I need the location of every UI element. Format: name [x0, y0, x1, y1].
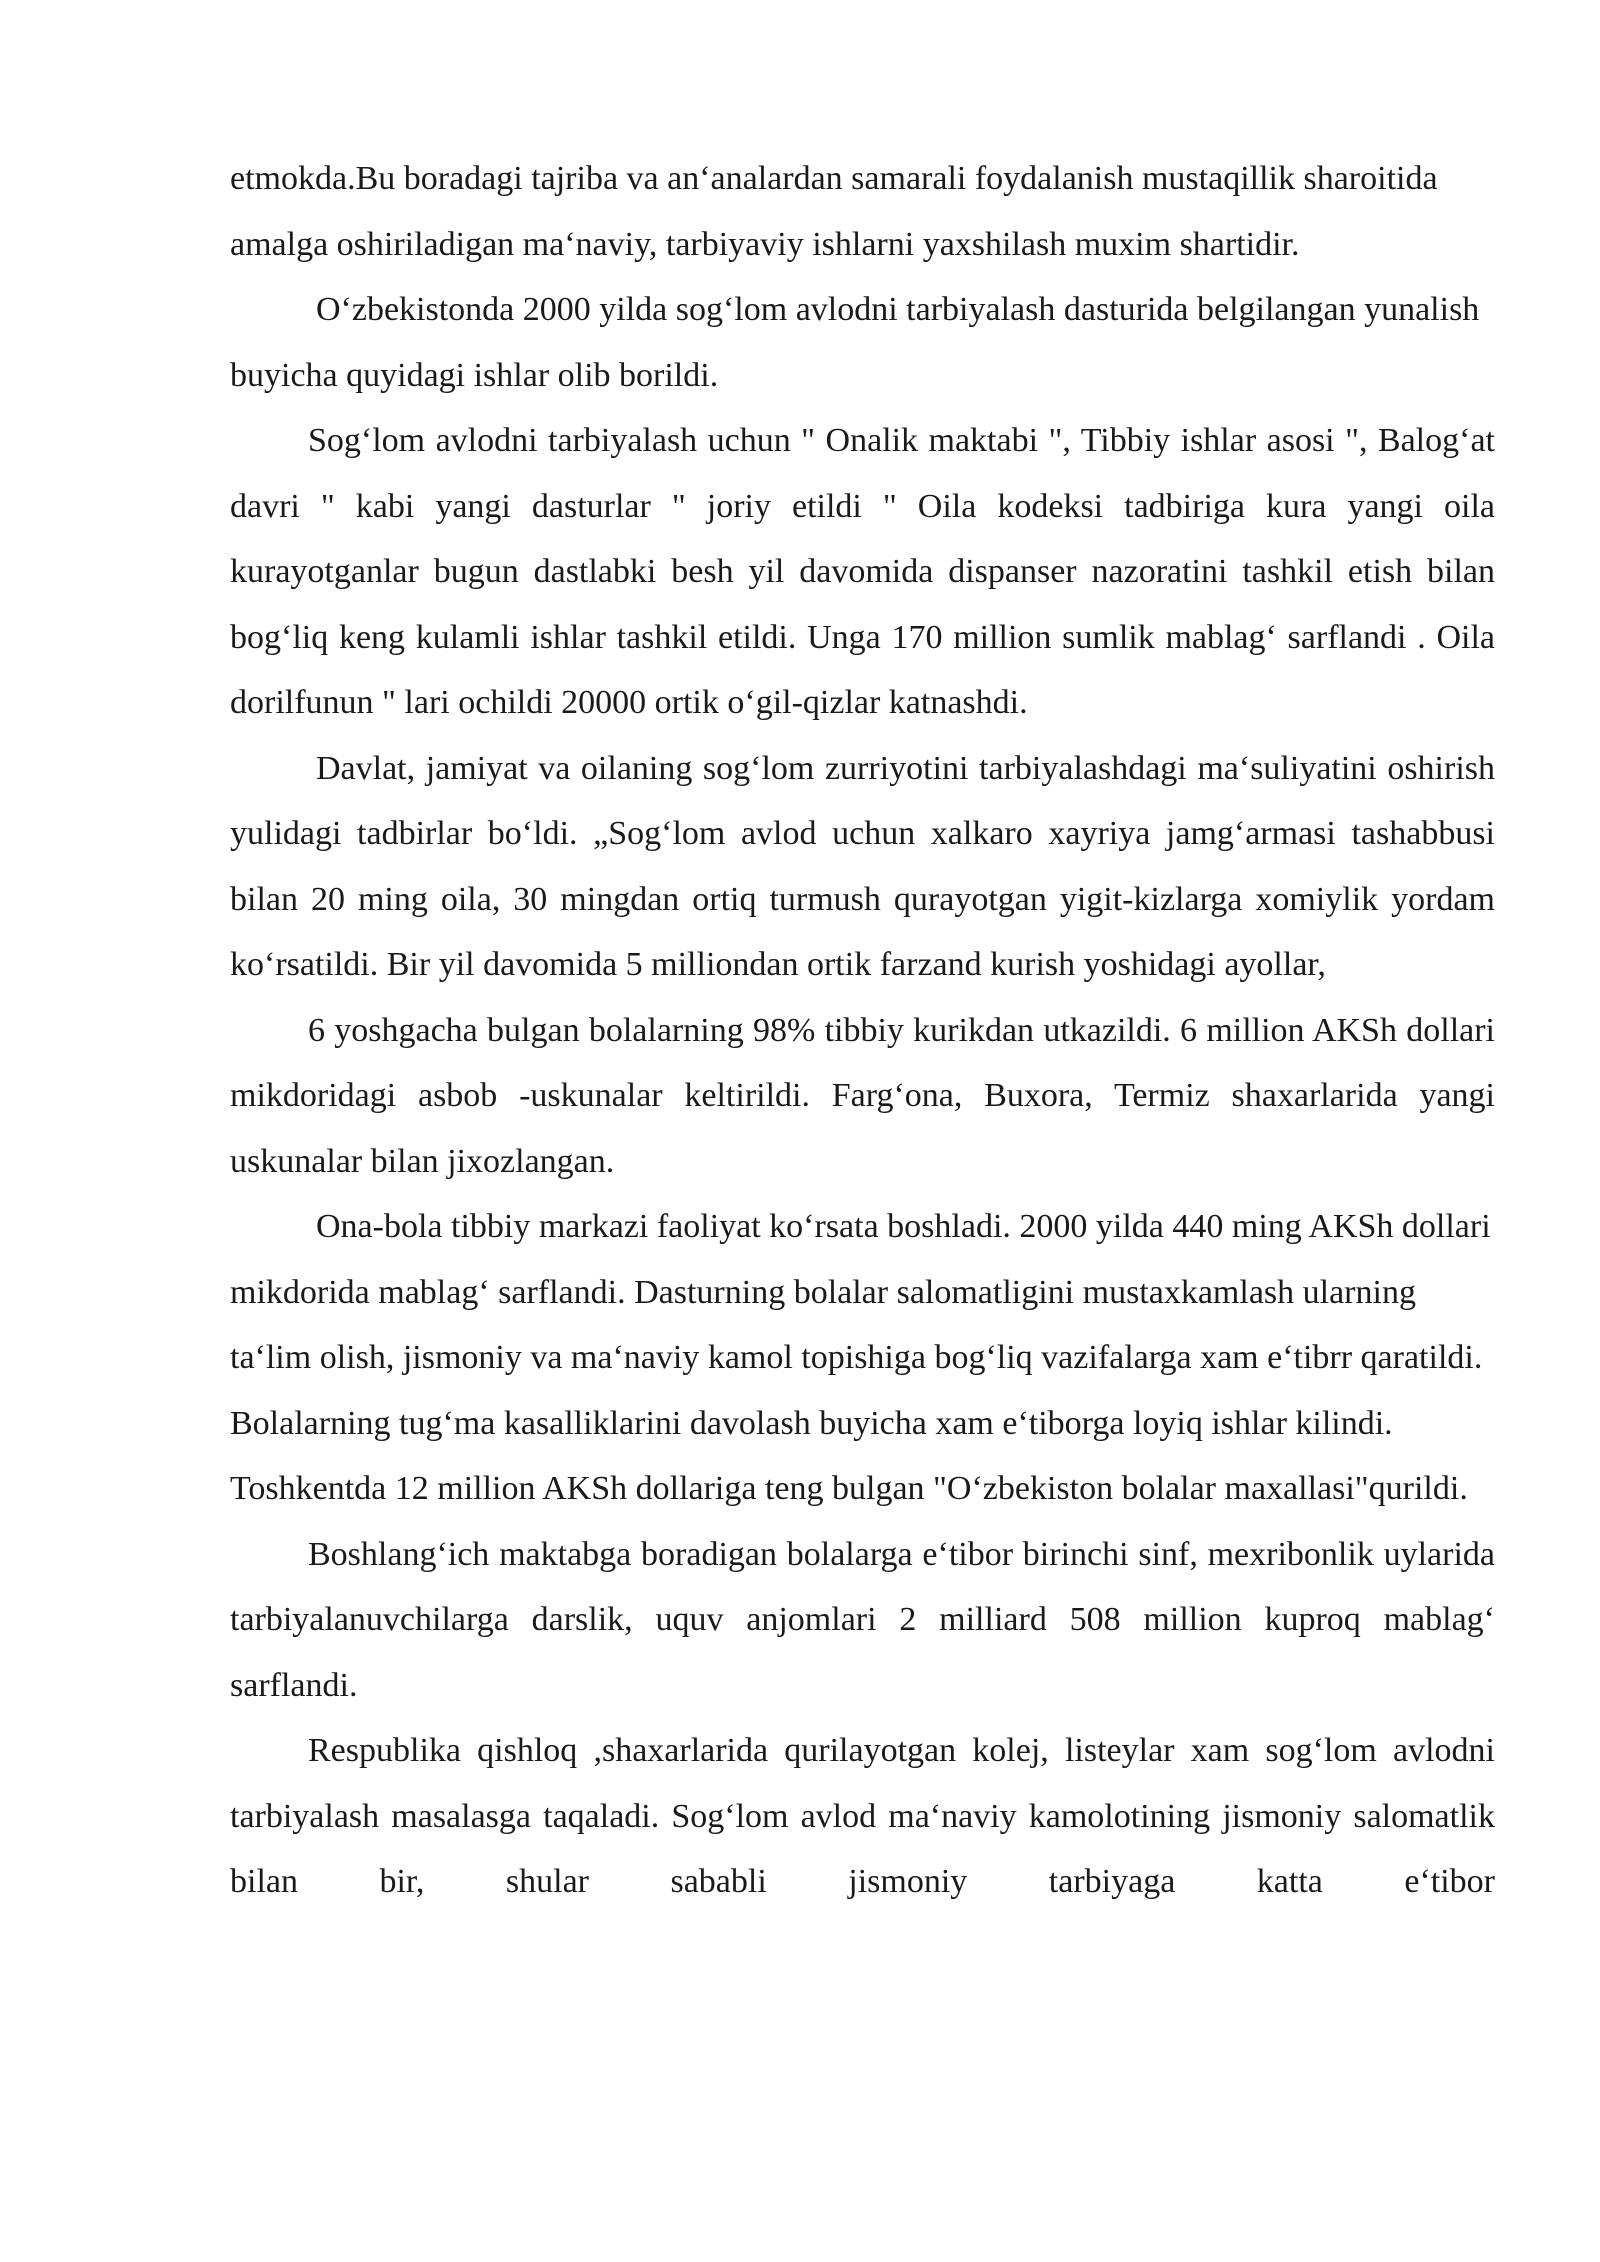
document-page: [230, 146, 1495, 1915]
paragraph-2: O‘zbekistonda 2000 yilda sog‘lom avlodni tarbiyalash dasturida belgilangan yunalish buyicha quyidagi ishlar olib borildi.: [230, 291, 1480, 394]
paragraph-6: Ona-bola tibbiy markazi faoliyat ko‘rsata boshladi. 2000 yilda 440 ming AKSh dollari mikdorida mablag‘ sarflandi. Dasturning bolalar salomatligini mustaxkamlash ularning ta‘lim olish, jismoniy va ma‘naviy kamol topishiga bog‘liq vazifalarga xam e‘tibrr qaratildi. Bolalarning tug‘ma kasalliklarini davolash buyicha xam e‘tiborga loyiq ishlar kilindi. Toshkentda 12 million AKSh dollariga teng bulgan "O‘zbekiston bolalar maxallasi"qurildi.: [230, 1208, 1491, 1507]
paragraph-8: Respublika qishloq ,shaxarlarida qurilayotgan kolej, listeylar xam sog‘lom avlodni tarbiyalash masalasga taqaladi. Sog‘lom avlod ma‘naviy kamolotining jismoniy salomatlik bilan bir, shular sababli jismoniy tarbiyaga katta e‘tibor: [230, 1732, 1495, 1900]
paragraph-4: Davlat, jamiyat va oilaning sog‘lom zurriyotini tarbiyalashdagi ma‘suliyatini oshirish yulidagi tadbirlar bo‘ldi. „Sog‘lom avlod uchun xalkaro xayriya jamg‘armasi tashabbusi bilan 20 ming oila, 30 mingdan ortiq turmush qurayotgan yigit-kizlarga xomiylik yordam ko‘rsatildi. Bir yil davomida 5 milliondan ortik farzand kurish yoshidagi ayollar,: [230, 749, 1495, 983]
paragraph-7: Boshlang‘ich maktabga boradigan bolalarga e‘tibor birinchi sinf, mexribonlik uylarida tarbiyalanuvchilarga darslik, uquv anjomlari 2 milliard 508 million kuproq mablag‘ sarflandi.: [230, 1535, 1495, 1704]
paragraph-3: Sog‘lom avlodni tarbiyalash uchun " Onalik maktabi ", Tibbiy ishlar asosi ", Balog‘at davri " kabi yangi dasturlar " joriy etildi " Oila kodeksi tadbiriga kura yangi oila kurayotganlar bugun dastlabki besh yil davomida dispanser nazoratini tashkil etish bilan bog‘liq keng kulamli ishlar tashkil etildi. Unga 170 million sumlik mablag‘ sarflandi . Oila dorilfunun " lari ochildi 20000 ortik o‘gil-qizlar katnashdi.: [230, 422, 1495, 721]
paragraph-5: 6 yoshgacha bulgan bolalarning 98% tibbiy kurikdan utkazildi. 6 million AKSh dollari mikdoridagi asbob -uskunalar keltirildi. Farg‘ona, Buxora, Termiz shaxarlarida yangi uskunalar bilan jixozlangan.: [230, 1011, 1495, 1180]
paragraph-1: etmokda.Bu boradagi tajriba va an‘analardan samarali foydalanish mustaqillik sharoitida amalga oshiriladigan ma‘naviy, tarbiyaviy ishlarni yaxshilash muxim shartidir.: [230, 160, 1438, 263]
